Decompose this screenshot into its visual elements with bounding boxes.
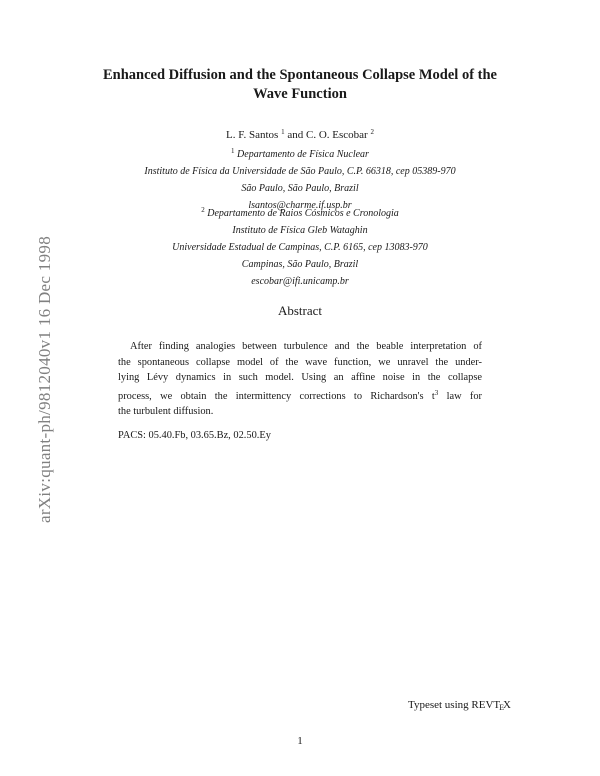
affiliation-1-email: lsantos@charme.if.usp.br: [248, 200, 352, 211]
abstract-line-1: After finding analogies between turbulence and the beable interpretation of: [130, 341, 482, 352]
affiliation-2-institute: Instituto de Física Gleb Wataghin: [232, 225, 368, 236]
author-list: [0, 128, 600, 141]
affiliation-1-department: $^1$ Departamento de Física Nuclear: [231, 147, 369, 160]
exponent: 3: [434, 388, 439, 397]
author-conjunction: and: [284, 129, 306, 141]
abstract-heading: Abstract: [277, 303, 323, 318]
affiliation-2-mark: 2: [201, 206, 205, 214]
affiliation-2-department: $^2$ Departamento de Raios Cósmicos e Cronologia: [201, 206, 399, 219]
arxiv-identifier: arXiv:quant-ph/9812040v1 16 Dec 1998: [35, 236, 54, 523]
author-escobar: C. O. Escobar: [305, 129, 368, 141]
affiliation-2: [0, 202, 600, 290]
title-line-2: Wave Function: [253, 86, 347, 102]
abstract-body: [118, 339, 482, 420]
affiliation-1-city: São Paulo, São Paulo, Brazil: [241, 183, 359, 194]
typeset-note: Typeset using REVTEX: [408, 699, 511, 712]
affiliation-2-city: Campinas, São Paulo, Brazil: [241, 259, 359, 270]
author-santos-mark: 1: [281, 128, 285, 136]
author-escobar-mark: 2: [370, 128, 374, 136]
author-santos: L. F. Santos: [226, 129, 279, 141]
revtex-logo: REVTEX: [471, 699, 511, 712]
page-number: 1: [297, 735, 303, 747]
affiliation-2-email: escobar@ifi.unicamp.br: [251, 276, 349, 287]
pacs-codes: PACS: 05.40.Fb, 03.65.Bz, 02.50.Ey: [118, 430, 271, 441]
abstract-line-5: the turbulent diffusion.: [118, 406, 214, 418]
abstract-line-4: process, we obtain the intermittency corrections to Richardson's $t^3$ law for: [118, 388, 482, 402]
title-line-1: Enhanced Diffusion and the Spontaneous Collapse Model of the: [103, 67, 497, 83]
abstract-line-2: the spontaneous collapse model of the wave function, we unravel the under-: [118, 356, 482, 368]
affiliation-1-institute: Instituto de Física da Universidade de São Paulo, C.P. 66318, cep 05389-970: [144, 166, 456, 177]
affiliation-2-university: Universidade Estadual de Campinas, C.P. 6165, cep 13083-970: [172, 242, 428, 253]
abstract-line-3: lying Lévy dynamics in such model. Using an affine noise in the collapse: [118, 372, 482, 384]
affiliation-1-mark: 1: [231, 147, 235, 155]
paper-title: [0, 66, 600, 104]
